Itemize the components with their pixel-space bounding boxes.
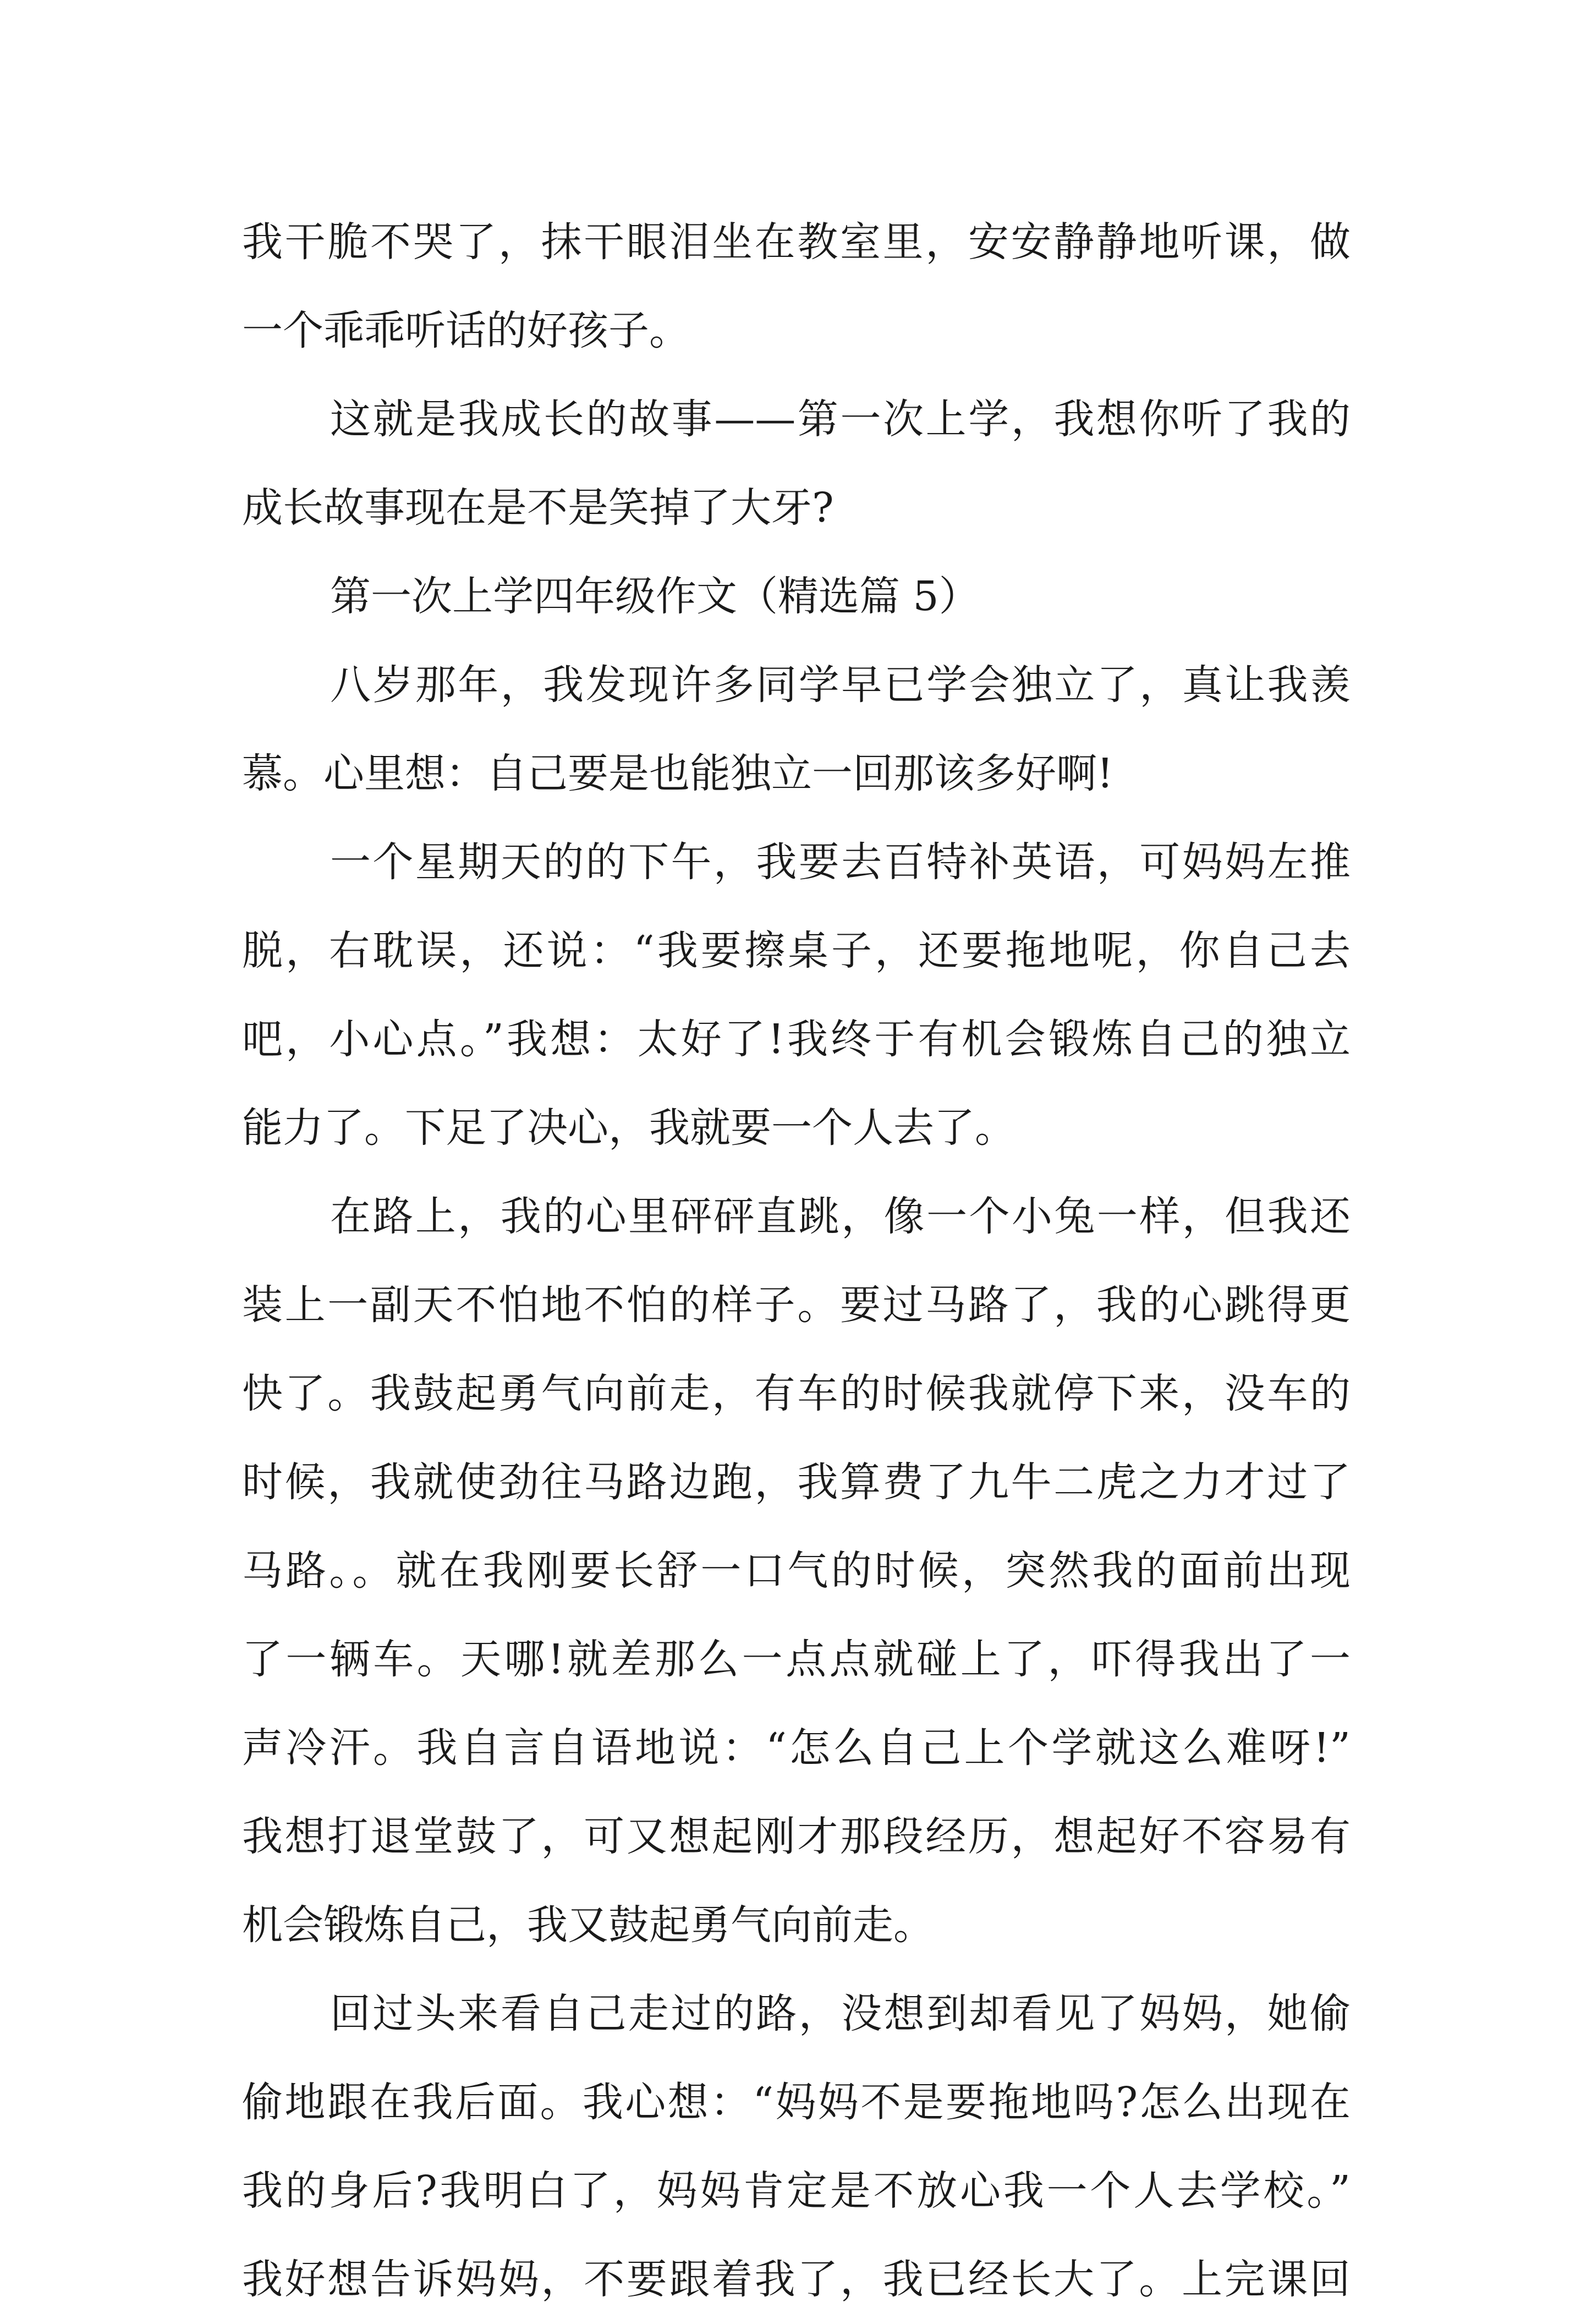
text-line: 装上一副天不怕地不怕的样子。要过马路了，我的心跳得更 [242,1281,1351,1329]
text-line: 一个乖乖听话的好孩子。 [242,307,690,354]
text-line: 了一辆车。天哪!就差那么一点点就碰上了，吓得我出了一 [242,1636,1351,1683]
text-line: 在路上，我的心里砰砰直跳，像一个小兔一样，但我还 [330,1193,1351,1240]
text-line: 时候，我就使劲往马路边跑，我算费了九牛二虎之力才过了 [242,1459,1351,1506]
text-line: 一个星期天的的下午，我要去百特补英语，可妈妈左推 [330,838,1351,886]
text-line: 声冷汗。我自言自语地说：“怎么自己上个学就这么难呀!” [242,1724,1351,1772]
text-line: 快了。我鼓起勇气向前走，有车的时候我就停下来，没车的 [242,1370,1351,1417]
text-line: 偷地跟在我后面。我心想：“妈妈不是要拖地吗?怎么出现在 [242,2079,1351,2126]
text-line: 回过头来看自己走过的路，没想到却看见了妈妈，她偷 [330,1990,1351,2037]
text-line: 我的身后?我明白了，妈妈肯定是不放心我一个人去学校。” [242,2167,1351,2215]
text-line: 成长故事现在是不是笑掉了大牙? [242,484,834,531]
text-line: 我干脆不哭了，抹干眼泪坐在教室里，安安静静地听课，做 [242,218,1351,266]
text-line: 能力了。下足了决心，我就要一个人去了。 [242,1104,1015,1152]
text-line: 机会锻炼自己，我又鼓起勇气向前走。 [242,1901,934,1949]
text-line: 脱，右耽误，还说：“我要擦桌子，还要拖地呢，你自己去 [242,927,1351,974]
text-line: 马路。。就在我刚要长舒一口气的时候，突然我的面前出现 [242,1547,1351,1594]
essay-text [242,198,1351,2324]
text-line: 慕。心里想：自己要是也能独立一回那该多好啊! [242,750,1113,797]
text-line: 八岁那年，我发现许多同学早已学会独立了，真让我羡 [330,661,1351,709]
text-line: 吧，小心点。”我想：太好了!我终于有机会锻炼自己的独立 [242,1016,1351,1063]
text-line: 我想打退堂鼓了，可又想起刚才那段经历，想起好不容易有 [242,1813,1351,1860]
text-line: 第一次上学四年级作文（精选篇 5） [330,573,980,620]
text-line: 这就是我成长的故事——第一次上学，我想你听了我的 [330,396,1351,443]
text-line: 我好想告诉妈妈，不要跟着我了，我已经长大了。上完课回 [242,2256,1351,2303]
